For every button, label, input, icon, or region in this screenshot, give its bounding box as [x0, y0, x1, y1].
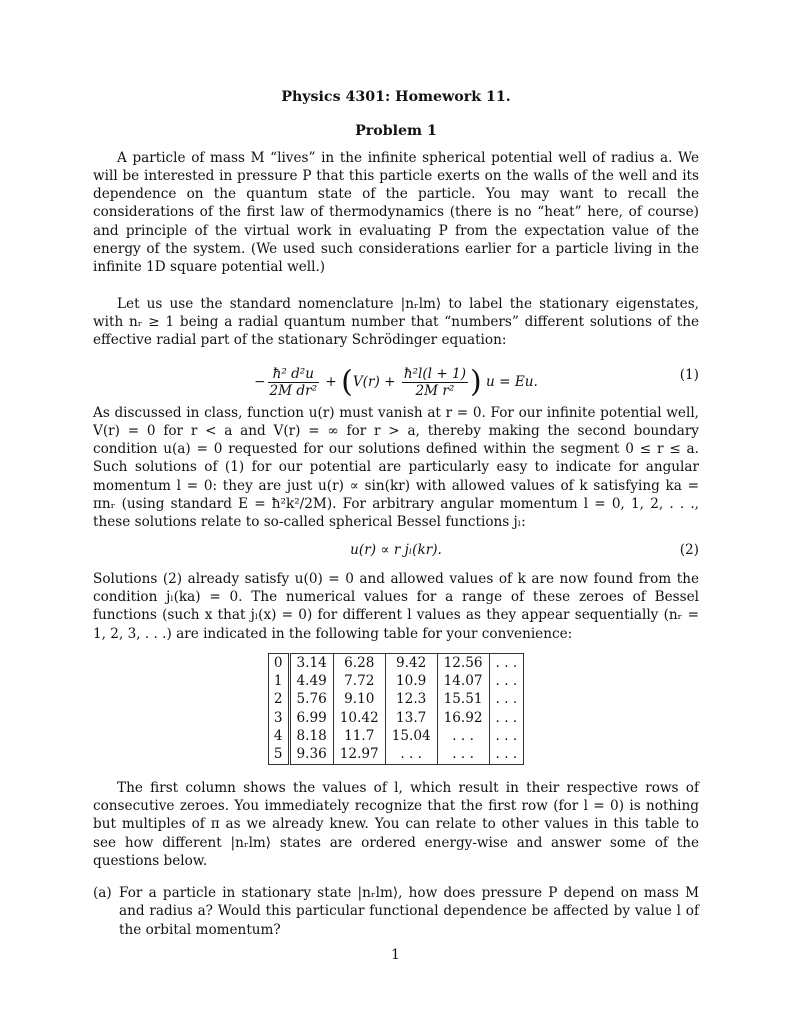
table-cell-l: 0	[268, 653, 289, 672]
eq1-frac2-denominator: 2M r²	[415, 382, 455, 399]
table-row	[268, 709, 523, 727]
eq1-centrifugal-fraction	[402, 366, 468, 399]
table-cell: 12.97	[333, 745, 385, 764]
paragraph-intro: A particle of mass M “lives” in the infinite spherical potential well of radius a. We will be interested in pressure P that this particle exerts on the walls of the well and its dependence on the quantum state of the particle. You may want to recall the considerations of the first law of thermodynamics (there is no “heat” here, of course) and principle of the virtual work in evaluating P from the expectation value of the energy of the system. (We used such considerations earlier for a particle living in the infinite 1D square potential well.)	[93, 149, 699, 276]
table-cell-l: 1	[268, 672, 289, 690]
table-cell: . . .	[437, 745, 489, 764]
table-cell: 15.51	[437, 690, 489, 708]
page-title: Physics 4301: Homework 11.	[281, 89, 511, 105]
problem-heading: Problem 1	[355, 123, 437, 140]
table-cell: . . .	[489, 672, 524, 690]
table-cell: 11.7	[333, 727, 385, 745]
table-cell: 7.72	[333, 672, 385, 690]
table-cell: 3.14	[289, 653, 333, 672]
table-cell: 8.18	[289, 727, 333, 745]
eq1-minus: −	[254, 373, 266, 390]
table-cell: 10.42	[333, 709, 385, 727]
table-cell: . . .	[489, 709, 524, 727]
table-row	[268, 745, 523, 764]
table-cell: 9.36	[289, 745, 333, 764]
table-cell: 6.28	[333, 653, 385, 672]
question-list	[93, 884, 699, 939]
page-number: 1	[391, 947, 400, 963]
table-cell: 12.3	[385, 690, 437, 708]
table-cell: 15.04	[385, 727, 437, 745]
eq1-frac2-numerator: ħ²l(l + 1)	[403, 365, 466, 382]
paragraph-bessel-zeros: Solutions (2) already satisfy u(0) = 0 and allowed values of k are now found from the condition jₗ(ka) = 0. The numerical values for a range of these zeroes of Bessel functions (such x that jₗ(x) = 0) for different l values as they appear sequentially (nᵣ = 1, 2, 3, . . .) are indicated in the following table for your convenience:	[93, 570, 699, 642]
table-cell: 5.76	[289, 690, 333, 708]
eq1-right-paren: )	[470, 363, 482, 399]
question-item-a	[93, 884, 699, 939]
table-cell-l: 3	[268, 709, 289, 727]
table-cell: 9.42	[385, 653, 437, 672]
table-cell: 6.99	[289, 709, 333, 727]
eq1-frac1-denominator: 2M dr²	[269, 382, 318, 399]
table-cell: . . .	[489, 745, 524, 764]
table-row	[268, 727, 523, 745]
paragraph-boundary-conditions: As discussed in class, function u(r) must vanish at r = 0. For our infinite potential well, V(r) = 0 for r < a and V(r) = ∞ for r > a, thereby making the second boundary condition u(a) = 0 requested for our solutions defined within the segment 0 ≤ r ≤ a. Such solutions of (1) for our potential are particularly easy to indicate for angular momentum l = 0: they are just u(r) ∝ sin(kr) with allowed values of k satisfying ka = πnᵣ (using standard E = ħ²k²/2M). For arbitrary angular momentum l = 0, 1, 2, . . ., these solutions relate to so-called spherical Bessel functions jₗ:	[93, 404, 699, 531]
eq1-kinetic-fraction	[268, 366, 320, 399]
table-row	[268, 653, 523, 672]
eq1-plus: +	[325, 373, 337, 390]
table-cell: . . .	[385, 745, 437, 764]
table-cell: . . .	[489, 727, 524, 745]
equation-2-body: u(r) ∝ r jₗ(kr).	[350, 541, 442, 558]
table-cell-l: 5	[268, 745, 289, 764]
table-cell: . . .	[489, 690, 524, 708]
table-cell: 16.92	[437, 709, 489, 727]
table-row	[268, 690, 523, 708]
eq1-potential: V(r) +	[352, 373, 396, 390]
table-cell-l: 2	[268, 690, 289, 708]
table-cell: 9.10	[333, 690, 385, 708]
table-cell: 14.07	[437, 672, 489, 690]
equation-1	[93, 356, 699, 399]
table-cell: 12.56	[437, 653, 489, 672]
table-cell-l: 4	[268, 727, 289, 745]
table-cell: 10.9	[385, 672, 437, 690]
equation-2-number: (2)	[679, 541, 699, 558]
table-cell: 13.7	[385, 709, 437, 727]
question-label: (a)	[93, 885, 112, 902]
paragraph-nomenclature: Let us use the standard nomenclature |nᵣlm⟩ to label the stationary eigenstates, with nᵣ ≥ 1 being a radial quantum number that “numbers” different solutions of the effective radial part of the stationary Schrödinger equation:	[93, 295, 699, 349]
table-row	[268, 672, 523, 690]
bessel-zeros-table	[268, 653, 524, 765]
equation-1-number: (1)	[679, 366, 699, 383]
table-cell: 4.49	[289, 672, 333, 690]
equation-1-body	[93, 363, 699, 399]
eq1-frac1-numerator: ħ² d²u	[268, 366, 320, 383]
paragraph-table-explanation: The first column shows the values of l, which result in their respective rows of consecutive zeroes. You immediately recognize that the first row (for l = 0) is nothing but multiples of π as we already knew. You can relate to other values in this table to see how different |nᵣlm⟩ states are ordered energy-wise and answer some of the questions below.	[93, 779, 699, 869]
eq1-rhs: u = Eu.	[486, 373, 538, 390]
question-text: For a particle in stationary state |nᵣlm⟩, how does pressure P depend on mass M and radius a? Would this particular functional dependence be affected by value l of the orbital momentum?	[119, 885, 699, 938]
eq1-left-paren: (	[341, 363, 353, 399]
equation-2	[93, 538, 699, 564]
table-cell: . . .	[489, 653, 524, 672]
bessel-zeros-table-body	[268, 653, 523, 764]
table-cell: . . .	[437, 727, 489, 745]
homework-page	[93, 88, 699, 939]
